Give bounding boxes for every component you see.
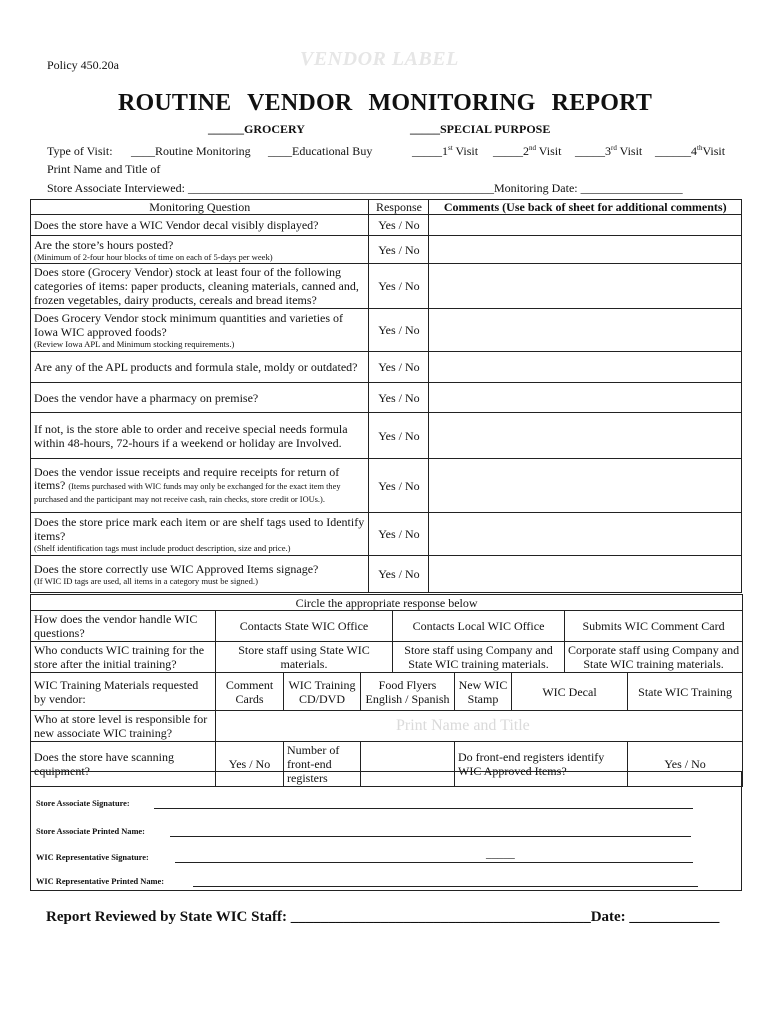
comment-cell[interactable] [429,413,742,459]
grocery-checkbox-line[interactable]: ______GROCERY [208,122,305,136]
question-cell: Does Grocery Vendor stock minimum quantities and varieties of Iowa WIC approved foods? (Review Iowa APL and Minimum stocking requirements.) [31,309,369,352]
wic-rep-name-line[interactable] [193,876,698,887]
monitoring-questions-table [30,199,742,593]
question-cell: Does the store have a WIC Vendor decal visibly displayed? [31,215,369,236]
table-row [31,215,742,236]
response-cell[interactable]: Yes / No [369,215,429,236]
response-cell[interactable]: Yes / No [369,459,429,513]
circle-instruction: Circle the appropriate response below [31,595,743,611]
comment-cell[interactable] [429,309,742,352]
table-row [31,236,742,264]
option-state-training[interactable]: State WIC Training [628,673,743,711]
option-new-stamp[interactable]: New WIC Stamp [455,673,512,711]
response-cell[interactable]: Yes / No [369,556,429,593]
option-store-staff-state[interactable]: Store staff using State WIC materials. [216,642,393,673]
comment-cell[interactable] [429,459,742,513]
question-cell: Does the store price mark each item or are shelf tags used to Identify items? (Shelf identification tags must include product description, size and price.) [31,513,369,556]
vendor-practices-table [30,594,743,787]
response-cell[interactable]: Yes / No [369,413,429,459]
option-training-cd[interactable]: WIC Training CD/DVD [284,673,361,711]
question-cell: Does the store correctly use WIC Approved Items signage? (If WIC ID tags are used, all items in a category must be signed.) [31,556,369,593]
comment-cell[interactable] [429,236,742,264]
response-cell[interactable]: Yes / No [369,352,429,383]
comment-cell[interactable] [429,264,742,309]
option-wic-decal[interactable]: WIC Decal [512,673,628,711]
header-response: Response [369,200,429,215]
wic-rep-signature-blank: _____ [486,848,515,860]
reviewed-by-line[interactable]: Report Reviewed by State WIC Staff: ________________________________________Date: ____________ [46,909,720,925]
store-associate-name-line[interactable] [170,826,691,837]
responsible-name-field[interactable] [216,711,743,742]
scanning-label: Does the store have scanning equipment? [31,742,216,787]
table-row [31,513,742,556]
table-row [31,413,742,459]
option-contacts-state[interactable]: Contacts State WIC Office [216,611,393,642]
wic-rep-signature-line[interactable] [175,852,693,863]
response-cell[interactable]: Yes / No [369,236,429,264]
question-cell: If not, is the store able to order and receive special needs formula within 48-hours, 72-hours if a weekend or holiday are Involved. [31,413,369,459]
frontend-response[interactable]: Yes / No [628,742,743,787]
question-cell: Does the vendor issue receipts and require receipts for return of items? (Items purchased with WIC funds may only be exchanged for the exact item they purchased and the participant may not receive cash, rain checks, store credit or IOUs.). [31,459,369,513]
frontend-label: Do front-end registers identify WIC Approved Items? [455,742,628,787]
store-associate-name-label: Store Associate Printed Name: [36,827,145,836]
store-associate-interviewed-line[interactable]: Store Associate Interviewed: ___________________________________________________Monitoring Date: _________________ [47,181,683,195]
training-label: Who conducts WIC training for the store after the initial training? [31,642,216,673]
question-cell: Does store (Grocery Vendor) stock at least four of the following categories of items: paper products, cleaning materials, canned and, frozen vegetables, dairy products, cereals and bread items? [31,264,369,309]
response-cell[interactable]: Yes / No [369,264,429,309]
comment-cell[interactable] [429,383,742,413]
question-cell: Are any of the APL products and formula stale, moldy or outdated? [31,352,369,383]
table-row [31,309,742,352]
handle-questions-label: How does the vendor handle WIC questions? [31,611,216,642]
response-cell[interactable]: Yes / No [369,309,429,352]
page-title: ROUTINE VENDOR MONITORING REPORT [117,90,653,116]
vendor-label-watermark: VENDOR LABEL [300,48,459,70]
comment-cell[interactable] [429,556,742,593]
question-cell: Does the vendor have a pharmacy on premise? [31,383,369,413]
option-store-staff-company[interactable]: Store staff using Company and State WIC training materials. [393,642,565,673]
scanning-response[interactable]: Yes / No [216,742,284,787]
policy-number: Policy 450.20a [47,58,119,72]
response-cell[interactable]: Yes / No [369,513,429,556]
special-purpose-checkbox-line[interactable]: _____SPECIAL PURPOSE [410,122,551,136]
table-row [31,383,742,413]
option-corporate-staff[interactable]: Corporate staff using Company and State WIC training materials. [565,642,743,673]
wic-rep-name-label: WIC Representative Printed Name: [36,877,165,886]
visit-2-option[interactable]: _____2nd Visit [493,144,562,158]
table-row [31,556,742,593]
visit-1-option[interactable]: _____1st Visit [412,144,479,158]
responsible-label: Who at store level is responsible for new associate WIC training? [31,711,216,742]
option-food-flyers[interactable]: Food Flyers English / Spanish [361,673,455,711]
table-row [31,264,742,309]
print-name-label: Print Name and Title of [47,162,161,176]
type-of-visit-label: Type of Visit: [47,144,113,158]
responsible-placeholder: Print Name and Title [396,717,530,734]
table-row [31,352,742,383]
header-comments: Comments (Use back of sheet for additional comments) [429,200,742,215]
routine-monitoring-option[interactable]: ____Routine Monitoring [131,144,251,158]
question-cell: Are the store’s hours posted? (Minimum of 2-four hour blocks of time on each of 5-days per week) [31,236,369,264]
educational-buy-option[interactable]: ____Educational Buy [268,144,373,158]
registers-label: Number of front-end registers [284,742,361,787]
header-monitoring-question: Monitoring Question [31,200,369,215]
comment-cell[interactable] [429,513,742,556]
store-associate-signature-line[interactable] [154,798,693,809]
comment-cell[interactable] [429,215,742,236]
store-associate-signature-label: Store Associate Signature: [36,799,130,808]
table-row [31,459,742,513]
option-contacts-local[interactable]: Contacts Local WIC Office [393,611,565,642]
visit-3-option[interactable]: _____3rd Visit [575,144,643,158]
comment-cell[interactable] [429,352,742,383]
signature-box [30,771,742,891]
materials-label: WIC Training Materials requested by vendor: [31,673,216,711]
response-cell[interactable]: Yes / No [369,383,429,413]
visit-4-option[interactable]: ______4thVisit [655,144,726,158]
option-comment-card[interactable]: Submits WIC Comment Card [565,611,743,642]
wic-rep-signature-label: WIC Representative Signature: [36,853,149,862]
option-comment-cards[interactable]: Comment Cards [216,673,284,711]
